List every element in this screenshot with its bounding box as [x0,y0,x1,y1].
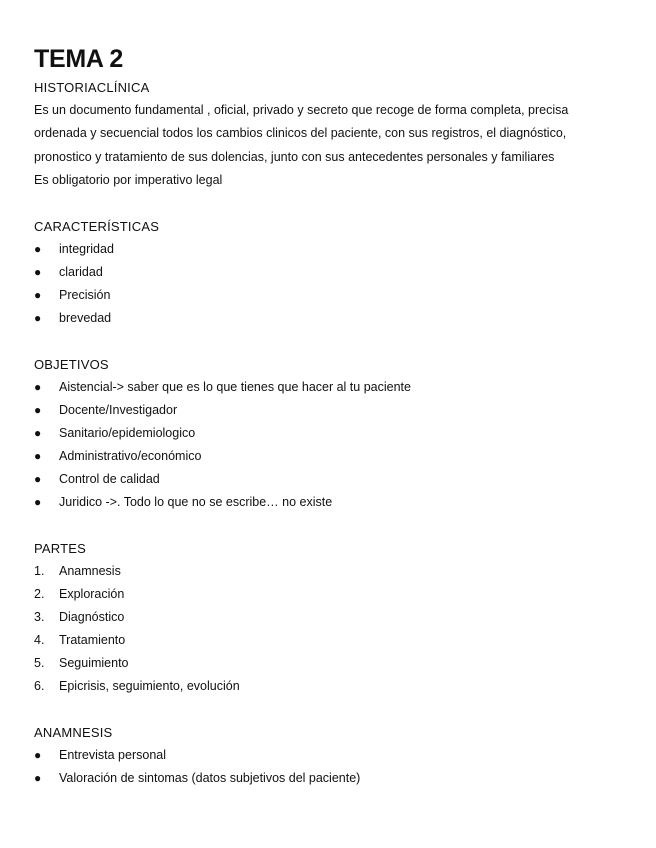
list-item [34,284,624,307]
list-number: 4. [34,633,45,648]
list-item-text: Sanitario/epidemiologico [59,426,196,441]
list-item-text: Docente/Investigador [59,403,178,418]
objetivos-heading: OBJETIVOS [34,357,109,373]
bullet-icon: ● [34,380,42,395]
section-heading-historia-clinica: HISTORIACLÍNICA [34,80,150,95]
list-item-text: Aistencial-> saber que es lo que tienes que hacer al tu paciente [59,380,411,395]
anamnesis-heading: ANAMNESIS [34,725,113,741]
list-item [34,767,624,790]
caracteristicas-list [34,238,624,330]
bullet-icon: ● [34,311,42,326]
list-item [34,238,624,261]
bullet-icon: ● [34,265,42,280]
bullet-icon: ● [34,403,42,418]
list-item [34,744,624,767]
list-number: 2. [34,587,45,602]
list-item-text: Diagnóstico [59,610,125,625]
list-item [34,445,624,468]
document-title: TEMA 2 [34,45,123,73]
bullet-icon: ● [34,288,42,303]
document-page [34,44,624,790]
spacer [34,698,624,721]
list-item-text: Epicrisis, seguimiento, evolución [59,679,240,694]
anamnesis-list [34,744,624,790]
list-item-text: Anamnesis [59,564,121,579]
bullet-icon: ● [34,495,42,510]
list-item-text: claridad [59,265,103,280]
list-item-text: brevedad [59,311,112,326]
list-item-text: integridad [59,242,114,257]
list-item [34,307,624,330]
list-number: 3. [34,610,45,625]
list-item [34,261,624,284]
bullet-icon: ● [34,748,42,763]
partes-list [34,560,624,698]
spacer [34,192,624,215]
list-number: 6. [34,679,45,694]
intro-paragraph: Es un documento fundamental , oficial, privado y secreto que recoge de forma completa, precisa ordenada y secuencial todos los cambios clinicos del paciente, con sus registros, el diagnóstico, pronostico y tratamiento de sus dolencias, junto con sus antecedentes personales y familiares [34,103,569,164]
list-item [34,675,624,698]
list-item [34,399,624,422]
spacer [34,330,624,353]
partes-heading: PARTES [34,541,87,557]
list-item-text: Tratamiento [59,633,126,648]
list-item-text: Seguimiento [59,656,129,671]
list-number: 5. [34,656,45,671]
list-item-text: Exploración [59,587,125,602]
list-item [34,606,624,629]
spacer [34,514,624,537]
bullet-icon: ● [34,771,42,786]
legal-note: Es obligatorio por imperativo legal [34,172,223,187]
list-item [34,560,624,583]
list-item-text: Juridico ->. Todo lo que no se escribe… no existe [59,495,333,510]
bullet-icon: ● [34,472,42,487]
list-number: 1. [34,564,45,579]
list-item-text: Control de calidad [59,472,160,487]
list-item [34,468,624,491]
list-item [34,652,624,675]
objetivos-list [34,376,624,514]
list-item-text: Administrativo/económico [59,449,202,464]
list-item [34,583,624,606]
list-item-text: Precisión [59,288,111,303]
list-item [34,376,624,399]
bullet-icon: ● [34,426,42,441]
list-item [34,491,624,514]
list-item-text: Valoración de sintomas (datos subjetivos del paciente) [59,771,361,786]
caracteristicas-heading: CARACTERÍSTICAS [34,219,160,235]
list-item [34,629,624,652]
bullet-icon: ● [34,449,42,464]
bullet-icon: ● [34,242,42,257]
list-item [34,422,624,445]
list-item-text: Entrevista personal [59,748,167,763]
